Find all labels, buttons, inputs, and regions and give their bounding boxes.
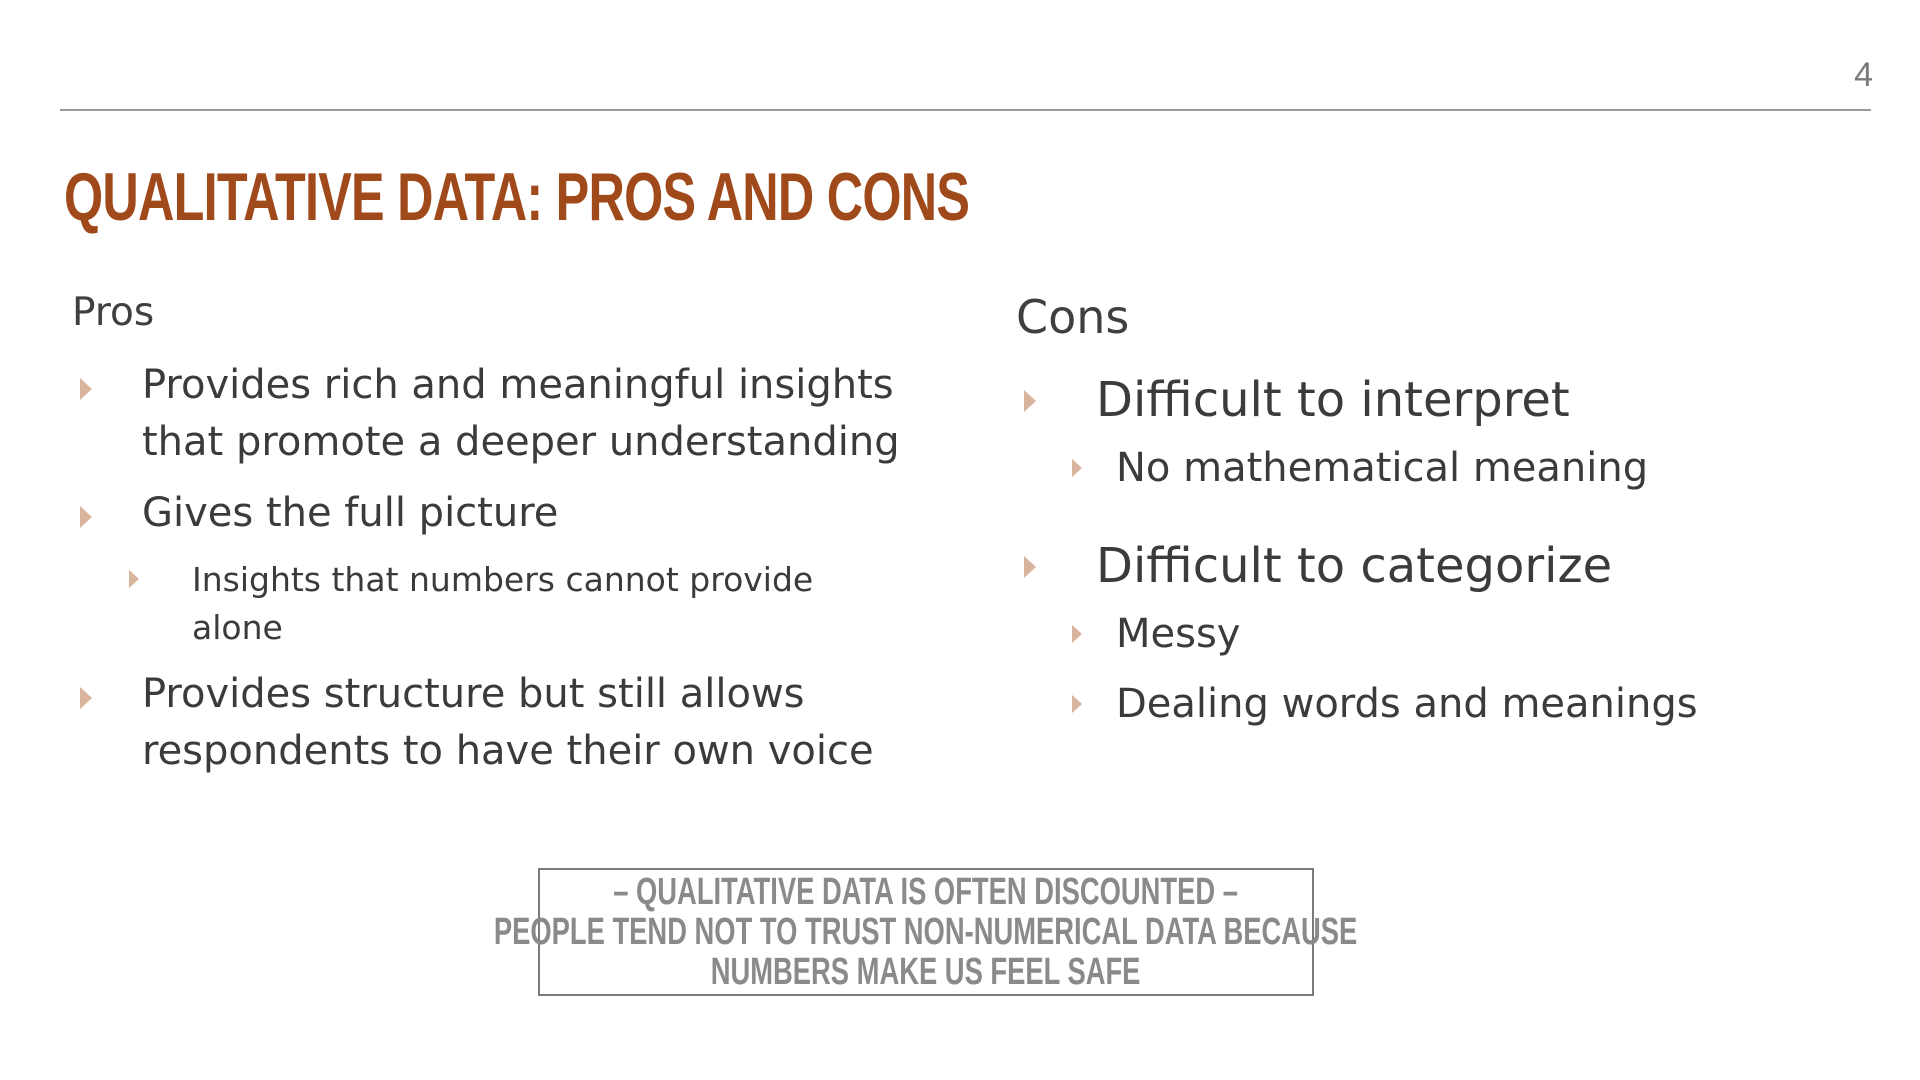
pros-bullet	[72, 357, 972, 471]
pros-heading: Pros	[72, 290, 155, 335]
callout-line: PEOPLE TEND NOT TO TRUST NON-NUMERICAL DATA BECAUSE	[494, 911, 1358, 953]
callout-box	[494, 868, 1358, 996]
triangle-right-icon	[80, 687, 92, 709]
callout-line: NUMBERS MAKE US FEEL SAFE	[711, 951, 1141, 993]
triangle-right-icon	[80, 378, 92, 400]
pros-sub-bullet	[72, 556, 972, 652]
pros-bullet	[72, 666, 972, 780]
pros-sub-bullet-line: Insights that numbers cannot provide	[192, 560, 814, 599]
triangle-right-icon	[1072, 695, 1082, 713]
pros-bullet	[72, 485, 972, 542]
cons-sub-bullet	[1016, 440, 1896, 496]
pros-sub-bullet-line: alone	[192, 608, 283, 647]
header-rule	[60, 109, 1871, 111]
pros-bullet-line: Provides rich and meaningful insights	[142, 362, 894, 408]
cons-bullet	[1016, 368, 1896, 432]
pros-column	[72, 290, 972, 794]
cons-bullet	[1016, 534, 1896, 598]
page-number: 4	[1854, 56, 1873, 94]
callout-text	[494, 872, 1357, 992]
pros-bullet-line: Gives the full picture	[142, 490, 559, 536]
triangle-right-icon	[1072, 459, 1082, 477]
pros-bullet-line: respondents to have their own voice	[142, 728, 874, 774]
triangle-right-icon	[129, 570, 139, 588]
cons-sub-bullet	[1016, 676, 1896, 732]
cons-sub-bullet-text: No mathematical meaning	[1116, 445, 1649, 491]
cons-column	[1016, 290, 1896, 746]
cons-bullet-text: Difficult to interpret	[1096, 372, 1570, 428]
triangle-right-icon	[1072, 625, 1082, 643]
cons-sub-bullet-text: Messy	[1116, 611, 1241, 657]
cons-bullet-text: Difficult to categorize	[1096, 538, 1613, 594]
cons-sub-bullet	[1016, 606, 1896, 662]
slide-title: QUALITATIVE DATA: PROS AND CONS	[64, 159, 970, 235]
cons-heading: Cons	[1016, 290, 1130, 344]
triangle-right-icon	[1024, 556, 1036, 578]
triangle-right-icon	[1024, 390, 1036, 412]
spacer	[1016, 510, 1896, 534]
pros-bullet-line: that promote a deeper understanding	[142, 419, 900, 465]
callout-line: – QUALITATIVE DATA IS OFTEN DISCOUNTED –	[613, 871, 1239, 913]
triangle-right-icon	[80, 506, 92, 528]
pros-bullet-line: Provides structure but still allows	[142, 671, 805, 717]
cons-sub-bullet-text: Dealing words and meanings	[1116, 681, 1698, 727]
